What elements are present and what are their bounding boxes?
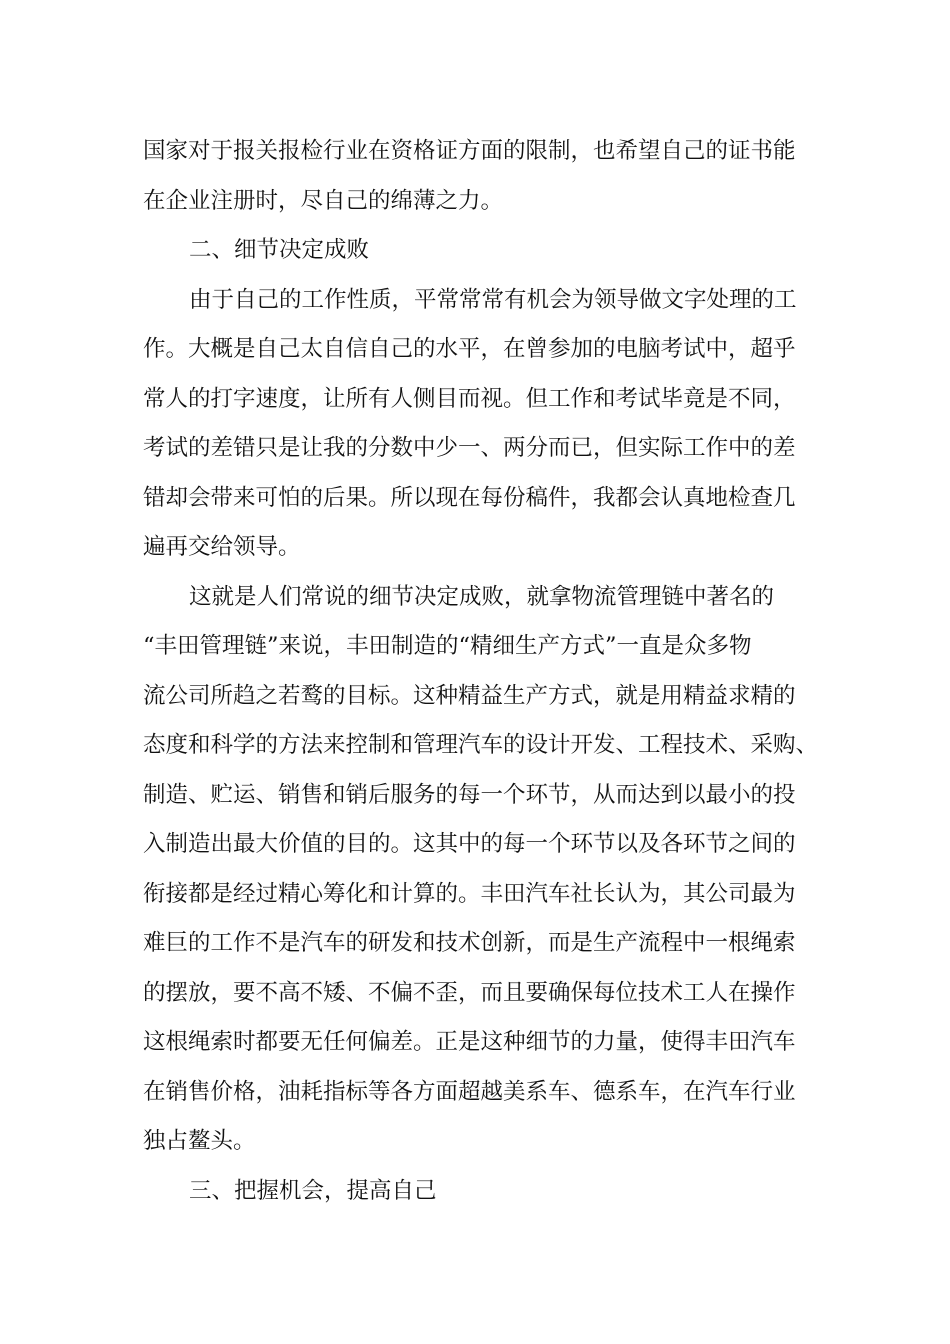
text-line: 国家对于报关报检行业在资格证方面的限制，也希望自己的证书能 bbox=[143, 138, 796, 164]
paragraph bbox=[143, 573, 823, 1167]
text-line: 这根绳索时都要无任何偏差。正是这种细节的力量，使得丰田汽车 bbox=[143, 1029, 796, 1055]
text-line: 这就是人们常说的细节决定成败，就拿物流管理链中著名的 bbox=[189, 583, 775, 610]
text-line: 的摆放，要不高不矮、不偏不歪，而且要确保每位技术工人在操作 bbox=[143, 979, 796, 1006]
section-heading bbox=[143, 226, 823, 276]
text-line: 遍再交给领导。 bbox=[143, 534, 301, 560]
text-line: 制造、贮运、销售和销后服务的每一个环节，从而达到以最小的投 bbox=[143, 781, 796, 808]
paragraph bbox=[143, 127, 823, 226]
text-line: 在销售价格，油耗指标等各方面超越美系车、德系车，在汽车行业 bbox=[143, 1078, 796, 1105]
text-line: 入制造出最大价值的目的。这其中的每一个环节以及各环节之间的 bbox=[143, 831, 796, 857]
paragraph bbox=[143, 276, 823, 573]
text-line: 错却会带来可怕的后果。所以现在每份稿件，我都会认真地检查几 bbox=[143, 484, 796, 511]
text-line: “丰田管理链”来说，丰田制造的“精细生产方式”一直是众多物 bbox=[143, 633, 752, 659]
text-line: 难巨的工作不是汽车的研发和技术创新，而是生产流程中一根绳索 bbox=[143, 930, 796, 956]
text-line: 由于自己的工作性质，平常常常有机会为领导做文字处理的工 bbox=[189, 286, 797, 313]
text-line: 在企业注册时，尽自己的绵薄之力。 bbox=[143, 187, 504, 214]
text-line: 二、细节决定成败 bbox=[189, 237, 370, 263]
text-line: 独占鳌头。 bbox=[143, 1128, 256, 1154]
text-line: 常人的打字速度，让所有人侧目而视。但工作和考试毕竟是不同， bbox=[143, 385, 796, 412]
text-line: 流公司所趋之若鹜的目标。这种精益生产方式，就是用精益求精的 bbox=[143, 682, 796, 709]
text-line: 三、把握机会，提高自己 bbox=[189, 1177, 437, 1204]
section-heading bbox=[143, 1167, 823, 1217]
text-line: 态度和科学的方法来控制和管理汽车的设计开发、工程技术、采购、 bbox=[143, 732, 819, 758]
text-line: 考试的差错只是让我的分数中少一、两分而已，但实际工作中的差 bbox=[143, 435, 796, 461]
document-body bbox=[143, 127, 823, 1216]
text-line: 衔接都是经过精心筹化和计算的。丰田汽车社长认为，其公司最为 bbox=[143, 880, 796, 907]
text-line: 作。大概是自己太自信自己的水平，在曾参加的电脑考试中，超乎 bbox=[143, 336, 796, 362]
